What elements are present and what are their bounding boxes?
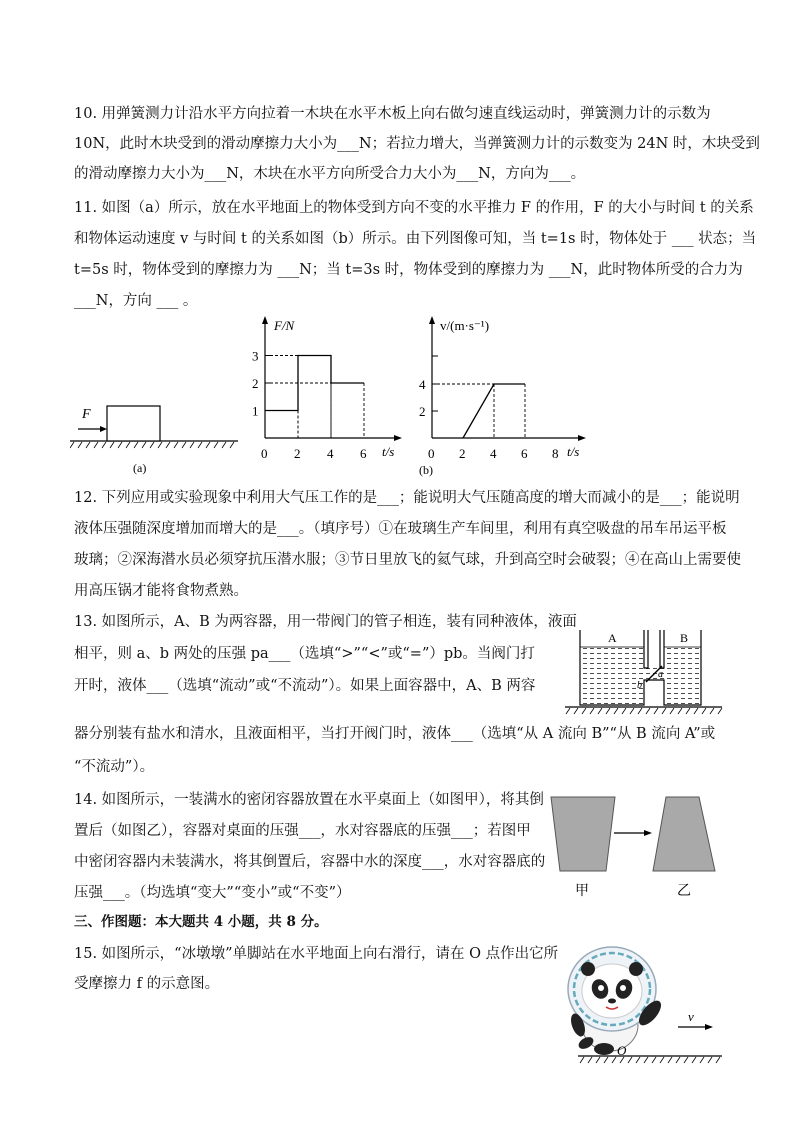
velocity-label: v: [688, 1009, 694, 1024]
label-yi: 乙: [677, 884, 691, 899]
q14-line-2: 置后（如图乙），容器对桌面的压强___，水对容器底的压强___；若图甲: [74, 823, 531, 839]
figure-inverted-container: [548, 795, 728, 905]
f-y-tick-2: 2: [252, 376, 259, 391]
f-x-tick-6: 6: [360, 446, 367, 461]
v-x-tick-6: 6: [521, 446, 528, 461]
label-jia: 甲: [575, 884, 589, 899]
v-y-tick-4: 4: [419, 377, 426, 392]
label-A: A: [608, 631, 617, 645]
f-y-tick-3: 3: [252, 348, 259, 364]
chart-velocity-time: [412, 312, 597, 480]
q11-line-3: t=5s 时，物体受到的摩擦力为 ___N；当 t=3s 时，物体受到的摩擦力为 ___N，此时物体所受的合力为: [74, 262, 743, 278]
figure-a: [70, 395, 245, 480]
q14-line-4: 压强___。（均选填“变大”“变小”或“不变”）: [74, 885, 351, 901]
q11-line-1: 11. 如图（a）所示，放在水平地面上的物体受到方向不变的水平推力 F 的作用，F 的大小与时间 t 的关系: [74, 200, 754, 216]
label-a: a: [658, 669, 663, 680]
label-B: B: [680, 631, 689, 645]
q12-line-4: 用高压锅才能将食物煮熟。: [74, 583, 248, 599]
q14-line-1: 14. 如图所示，一装满水的密闭容器放置在水平桌面上（如图甲），将其倒: [74, 792, 544, 808]
f-x-label: t/s: [382, 444, 395, 459]
q12-line-2: 液体压强随深度增加而增大的是___。（填序号）①在玻璃生产车间里，利用有真空吸盘的吊车吊运平板: [74, 521, 727, 537]
q13-line-4: 器分别装有盐水和清水，且液面相平，当打开阀门时，液体___（选填“从 A 流向 B”“从 B 流向 A”或: [74, 726, 716, 742]
v-y-label: v/(m·s⁻¹): [440, 318, 490, 333]
v-y-tick-2: 2: [419, 404, 426, 419]
q13-line-1: 13. 如图所示，A、B 为两容器，用一带阀门的管子相连，装有同种液体，液面: [74, 614, 577, 630]
q10-line-2: 10N，此时木块受到的滑动摩擦力大小为___N；若拉力增大，当弹簧测力计的示数变为 24N 时，木块受到: [74, 136, 760, 152]
f-y-tick-1: 1: [252, 403, 259, 419]
f-x-tick-2: 2: [294, 446, 301, 461]
q15-line-2: 受摩擦力 f 的示意图。: [74, 976, 220, 992]
chart-force-time: [248, 312, 408, 462]
q11-line-2: 和物体运动速度 v 与时间 t 的关系如图（b）所示。由下列图像可知，当 t=1s 时，物体处于 ___ 状态；当: [74, 231, 757, 247]
figure-b-caption: (b): [419, 463, 433, 477]
q12-line-3: 玻璃；②深海潜水员必须穿抗压潜水服；③节日里放飞的氦气球，升到高空时会破裂；④在高山上需要使: [74, 552, 741, 568]
container-upright: [551, 797, 615, 871]
q10-line-1: 10. 用弹簧测力计沿水平方向拉着一木块在水平木板上向右做匀速直线运动时，弹簧测力计的示数为: [74, 106, 711, 122]
q13-line-2: 相平，则 a、b 两处的压强 pa___（选填“>”“<”或“=”）pb。当阀门打: [74, 646, 535, 662]
figure-bing-dwen-dwen: [560, 945, 726, 1067]
v-x-tick-2: 2: [459, 446, 466, 461]
q12-line-1: 12. 下列应用或实验现象中利用大气压工作的是___；能说明大气压随高度的增大而减小的是___；能说明: [74, 490, 740, 506]
container-inverted: [653, 797, 715, 871]
f-y-label: F/N: [274, 318, 295, 333]
q15-line-1: 15. 如图所示，“冰墩墩”单脚站在水平地面上向右滑行，请在 O 点作出它所: [74, 946, 559, 962]
point-O-label: O: [617, 1043, 627, 1058]
q11-line-4: ___N，方向 ___ 。: [74, 293, 198, 309]
wood-block: [107, 406, 160, 441]
figure-a-caption: (a): [133, 461, 147, 475]
figure-containers: [562, 616, 724, 720]
q13-line-5: “不流动”）。: [74, 759, 155, 775]
f-x-tick-0: 0: [261, 446, 268, 461]
v-x-tick-8: 8: [552, 446, 559, 461]
force-label: F: [82, 407, 91, 422]
q14-line-3: 中密闭容器内未装满水，将其倒置后，容器中水的深度___，水对容器底的: [74, 854, 546, 870]
q10-line-3: 的滑动摩擦力大小为___N，木块在水平方向所受合力大小为___N，方向为___。: [74, 166, 586, 182]
v-x-tick-0: 0: [428, 446, 435, 461]
f-series-line: [265, 356, 364, 411]
label-b: b: [637, 680, 642, 691]
section-3-heading: 三、作图题：本大题共 4 小题，共 8 分。: [74, 914, 328, 930]
v-x-label: t/s: [567, 444, 580, 459]
f-x-tick-4: 4: [327, 446, 334, 461]
q13-line-3: 开时，液体___（选填“流动”或“不流动”）。如果上面容器中，A、B 两容: [74, 678, 536, 694]
v-x-tick-4: 4: [490, 446, 497, 461]
